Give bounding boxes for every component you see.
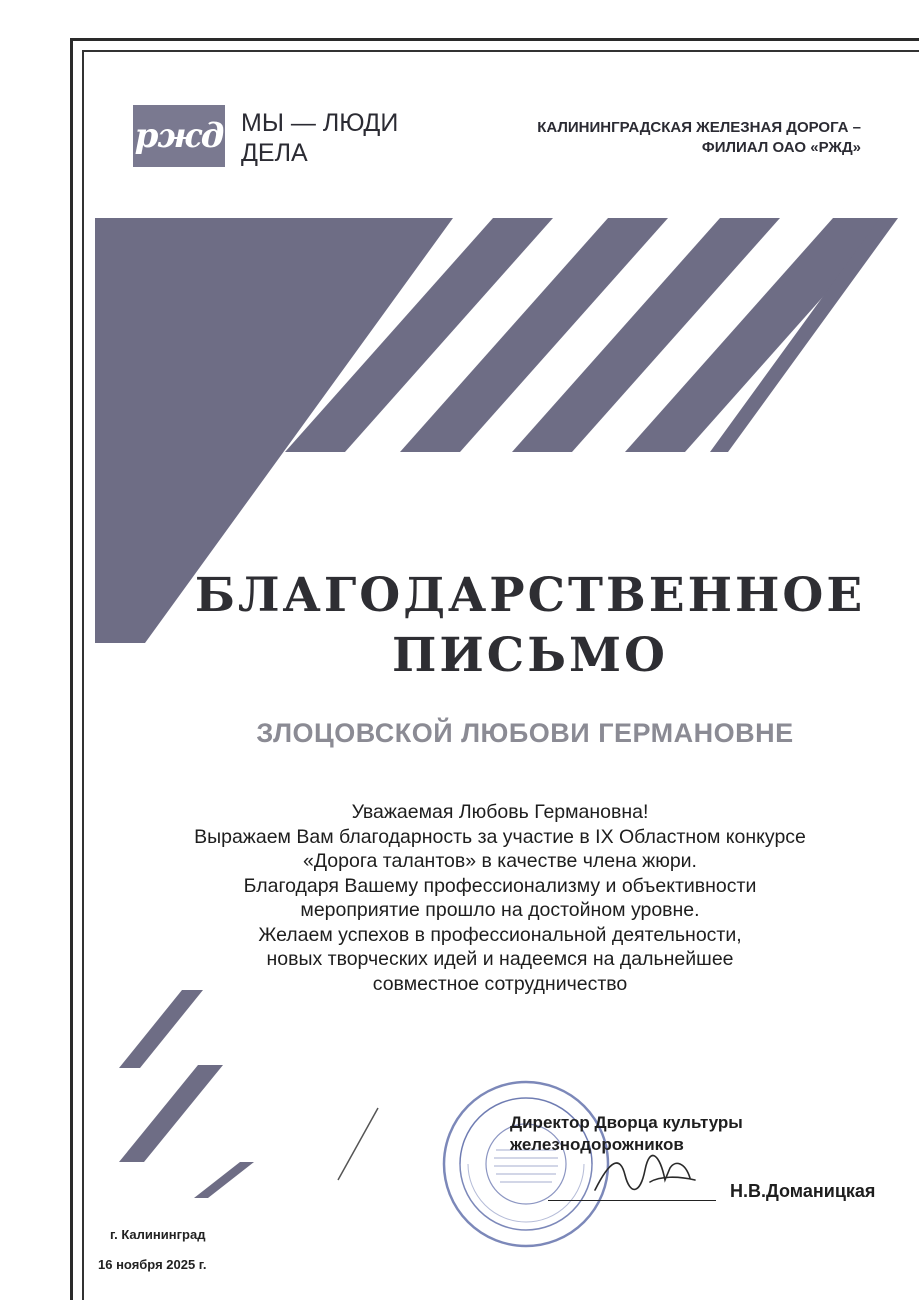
document-title-line-1: БЛАГОДАРСТВЕННОЕ (194, 568, 866, 623)
body-line: «Дорога талантов» в качестве члена жюри. (303, 850, 697, 872)
document-title-line-2: ПИСЬМО (392, 628, 668, 683)
body-line: Благодаря Вашему профессионализму и объективности (243, 874, 757, 897)
rzd-logo (133, 105, 225, 167)
signatory-name: Н.В.Доманицкая (730, 1181, 876, 1201)
body-line: новых творческих идей и надеемся на дальнейшее (266, 948, 734, 970)
handwritten-signature (590, 1150, 700, 1200)
slogan-line-2: ДЕЛА (241, 139, 308, 167)
company-line-2: ФИЛИАЛ ОАО «РЖД» (701, 139, 861, 156)
stripe-small-1 (119, 990, 203, 1068)
stripe-small-2 (119, 1065, 223, 1162)
signatory-position-line-1: Директор Дворца культуры (510, 1113, 743, 1132)
rzd-logo-mark: ржд (134, 116, 224, 156)
stripe-small-3 (194, 1162, 254, 1198)
signatory-position-line-2: железнодорожников (510, 1135, 684, 1154)
recipient-name: ЗЛОЦОВСКОЙ ЛЮБОВИ ГЕРМАНОВНЕ (256, 718, 794, 748)
company-line-1: КАЛИНИНГРАДСКАЯ ЖЕЛЕЗНАЯ ДОРОГА – (537, 119, 861, 136)
letter-body (135, 800, 865, 996)
body-line: мероприятие прошло на достойном уровне. (300, 899, 700, 921)
official-seal (440, 1078, 612, 1250)
slogan (241, 108, 398, 168)
body-line: Уважаемая Любовь Германовна! (351, 801, 649, 823)
body-line: совместное сотрудничество (372, 972, 628, 995)
signature-line (548, 1200, 716, 1201)
company-name (537, 118, 861, 158)
issue-city: г. Калининград (110, 1227, 206, 1242)
slogan-line-1: МЫ — ЛЮДИ (241, 109, 399, 137)
body-line: Выражаем Вам благодарность за участие в IX Областном конкурсе (194, 825, 806, 848)
issue-date: 16 ноября 2025 г. (98, 1257, 207, 1272)
body-line: Желаем успехов в профессиональной деятельности, (258, 923, 742, 946)
